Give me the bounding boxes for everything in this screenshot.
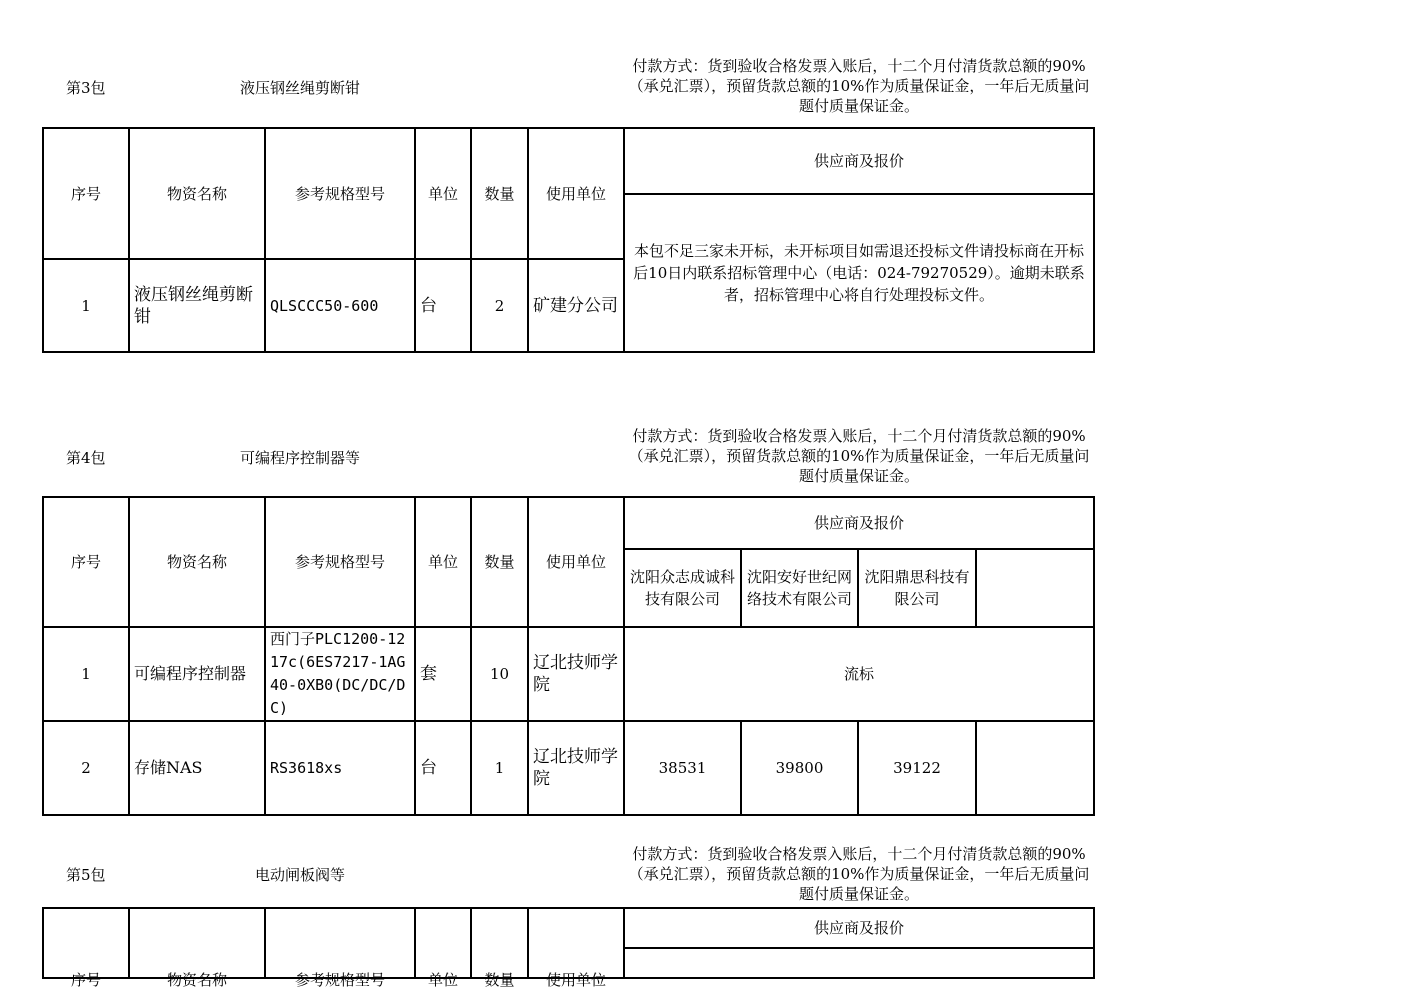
supplier-name-4: [976, 549, 1094, 627]
header-user: 使用单位: [528, 908, 624, 978]
header-suppliers: 供应商及报价: [624, 908, 1094, 948]
header-unit: 单位: [415, 497, 471, 627]
table-cell-qty: 10: [471, 627, 528, 721]
package-5-name: 电动闸板阀等: [254, 866, 345, 884]
header-unit: 单位: [415, 908, 471, 978]
package-3-name: 液压钢丝绳剪断钳: [239, 79, 360, 97]
table-cell-spec: 西门子PLC1200-1217c(6ES7217-1AG40-0XB0(DC/DC/DC): [265, 627, 415, 721]
table-cell-user: 辽北技师学院: [528, 627, 624, 721]
table-cell-seq: 1: [43, 627, 129, 721]
package-4-table: [42, 496, 1095, 816]
header-user: 使用单位: [528, 128, 624, 259]
package-3-table: [42, 127, 1095, 353]
table-cell-price-3: 39122: [858, 721, 976, 815]
table-cell-price-1: 38531: [624, 721, 741, 815]
supplier-area: [624, 948, 1094, 978]
table-cell-unit: 套: [415, 627, 471, 721]
package-4-name: 可编程序控制器等: [239, 449, 360, 467]
package-4-payment-terms: 付款方式：货到验收合格发票入账后，十二个月付清货款总额的90%（承兑汇票），预留货款总额的10%作为质量保证金，一年后无质量问题付质量保证金。: [628, 427, 1090, 485]
package-5-table: [42, 907, 1095, 989]
table-cell-spec: QLSCCC50-600: [265, 259, 415, 352]
supplier-name-2: 沈阳安好世纪网络技术有限公司: [741, 549, 858, 627]
table-cell-seq: 1: [43, 259, 129, 352]
header-qty: 数量: [471, 908, 528, 978]
package-5-table-clip: [0, 907, 1403, 989]
header-seq: 序号: [43, 497, 129, 627]
table-cell-spec: RS3618xs: [265, 721, 415, 815]
package-5-payment-terms: 付款方式：货到验收合格发票入账后，十二个月付清货款总额的90%（承兑汇票），预留货款总额的10%作为质量保证金，一年后无质量问题付质量保证金。: [628, 845, 1090, 903]
header-suppliers: 供应商及报价: [624, 128, 1094, 194]
table-cell-qty: 1: [471, 721, 528, 815]
package-3-label: 第3包: [66, 79, 106, 97]
table-cell-qty: 2: [471, 259, 528, 352]
supplier-name-3: 沈阳鼎思科技有限公司: [858, 549, 976, 627]
header-spec: 参考规格型号: [265, 908, 415, 978]
notice-not-opened: 本包不足三家未开标，未开标项目如需退还投标文件请投标商在开标后10日内联系招标管理中心（电话：024-79270529）。逾期未联系者，招标管理中心将自行处理投标文件。: [624, 194, 1094, 352]
header-spec: 参考规格型号: [265, 497, 415, 627]
table-cell-unit: 台: [415, 721, 471, 815]
package-5-label: 第5包: [66, 866, 106, 884]
header-qty: 数量: [471, 128, 528, 259]
header-user: 使用单位: [528, 497, 624, 627]
header-unit: 单位: [415, 128, 471, 259]
table-cell-user: 辽北技师学院: [528, 721, 624, 815]
table-cell-unit: 台: [415, 259, 471, 352]
table-cell-user: 矿建分公司: [528, 259, 624, 352]
table-cell-price-2: 39800: [741, 721, 858, 815]
header-item-name: 物资名称: [129, 908, 265, 978]
table-cell-item-name: 存储NAS: [129, 721, 265, 815]
supplier-name-1: 沈阳众志成诚科技有限公司: [624, 549, 741, 627]
table-cell-item-name: 液压钢丝绳剪断钳: [129, 259, 265, 352]
header-spec: 参考规格型号: [265, 128, 415, 259]
table-cell-seq: 2: [43, 721, 129, 815]
header-seq: 序号: [43, 908, 129, 978]
table-cell-price-4: [976, 721, 1094, 815]
header-qty: 数量: [471, 497, 528, 627]
table-cell-result: 流标: [624, 627, 1094, 721]
table-cell-item-name: 可编程序控制器: [129, 627, 265, 721]
header-suppliers: 供应商及报价: [624, 497, 1094, 549]
header-seq: 序号: [43, 128, 129, 259]
package-3-payment-terms: 付款方式：货到验收合格发票入账后，十二个月付清货款总额的90%（承兑汇票），预留货款总额的10%作为质量保证金，一年后无质量问题付质量保证金。: [628, 57, 1090, 115]
header-item-name: 物资名称: [129, 497, 265, 627]
package-4-label: 第4包: [66, 449, 106, 467]
header-item-name: 物资名称: [129, 128, 265, 259]
